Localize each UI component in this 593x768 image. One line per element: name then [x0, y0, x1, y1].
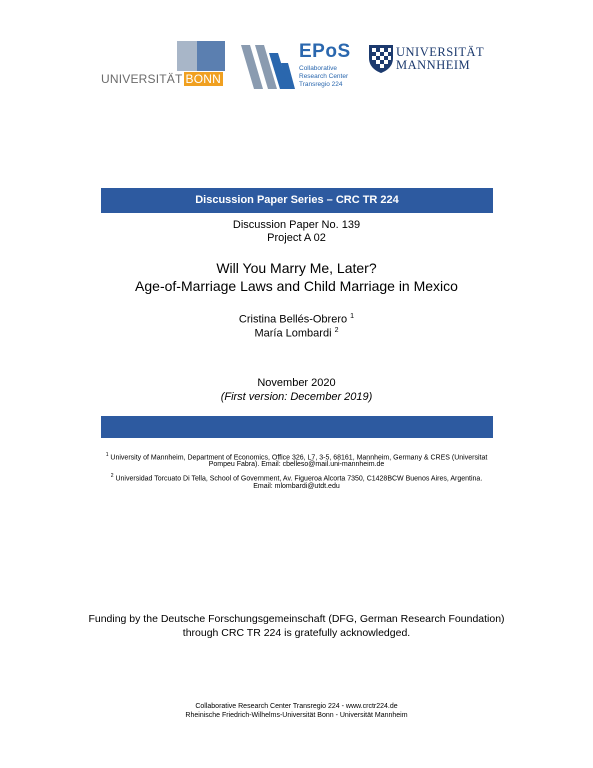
mannheim-logo-line1: UNIVERSITÄT: [396, 45, 485, 59]
bonn-logo-highlight: BONN: [185, 72, 222, 86]
footer-line1: Collaborative Research Center Transregio 224 - www.crctr224.de: [195, 703, 398, 710]
epos-mark-icon: [241, 45, 295, 89]
author-sup: 1: [350, 313, 355, 320]
epos-logo: [241, 41, 357, 91]
project-label: Project A 02: [267, 232, 326, 244]
series-banner: Discussion Paper Series – CRC TR 224: [101, 188, 493, 213]
divider-bar: [101, 416, 493, 438]
author-sup: 2: [334, 327, 339, 334]
footnote-2-line1: $^2$ Universidad Torcuato Di Tella, School of Government, Av. Figueroa Alcorta 7350, C1428BCW Buenos Aires, Argentina.: [110, 473, 483, 483]
footnote-1-line2: Pompeu Fabra). Email: cbelleso@mail.uni-mannheim.de: [208, 461, 385, 468]
epos-sub-line: Research Center: [299, 73, 349, 80]
epos-title: EPoS: [299, 41, 351, 62]
author-name: Cristina Bellés-Obrero: [238, 313, 348, 326]
author-name: María Lombardi: [254, 327, 332, 340]
mannheim-logo-line2: MANNHEIM: [396, 58, 471, 72]
funding-line2: through CRC TR 224 is gratefully acknowledged.: [182, 627, 411, 639]
author-line: [0, 324, 593, 341]
funding-line1: Funding by the Deutsche Forschungsgemeinschaft (DFG, German Research Foundation): [88, 613, 505, 625]
mannheim-crest-icon: [368, 44, 394, 74]
university-mannheim-logo: [368, 44, 486, 80]
bonn-logo-mark: [177, 41, 225, 71]
first-version: (First version: December 2019): [220, 391, 373, 403]
epos-sub-line: Transregio 224: [299, 81, 343, 88]
epos-sub-line: Collaborative: [299, 65, 337, 72]
paper-title-line2: Age-of-Marriage Laws and Child Marriage in Mexico: [135, 278, 458, 294]
date: November 2020: [257, 377, 336, 389]
university-bonn-logo: [101, 41, 225, 87]
footnote-1-line1: $^1$ University of Mannheim, Department of Economics, Office 326, L7, 3-5, 68161, Mannheim, Germany & CRES (Universitat: [105, 452, 488, 462]
footer-line2: Rheinische Friedrich-Wilhelms-Universität Bonn - Universität Mannheim: [185, 712, 408, 719]
paper-number: Discussion Paper No. 139: [232, 219, 361, 231]
footnote-2-line2: Email: mlombardi@utdt.edu: [253, 483, 340, 490]
bonn-logo-text: UNIVERSITÄT: [101, 72, 183, 86]
paper-title-line1: Will You Marry Me, Later?: [216, 260, 377, 276]
